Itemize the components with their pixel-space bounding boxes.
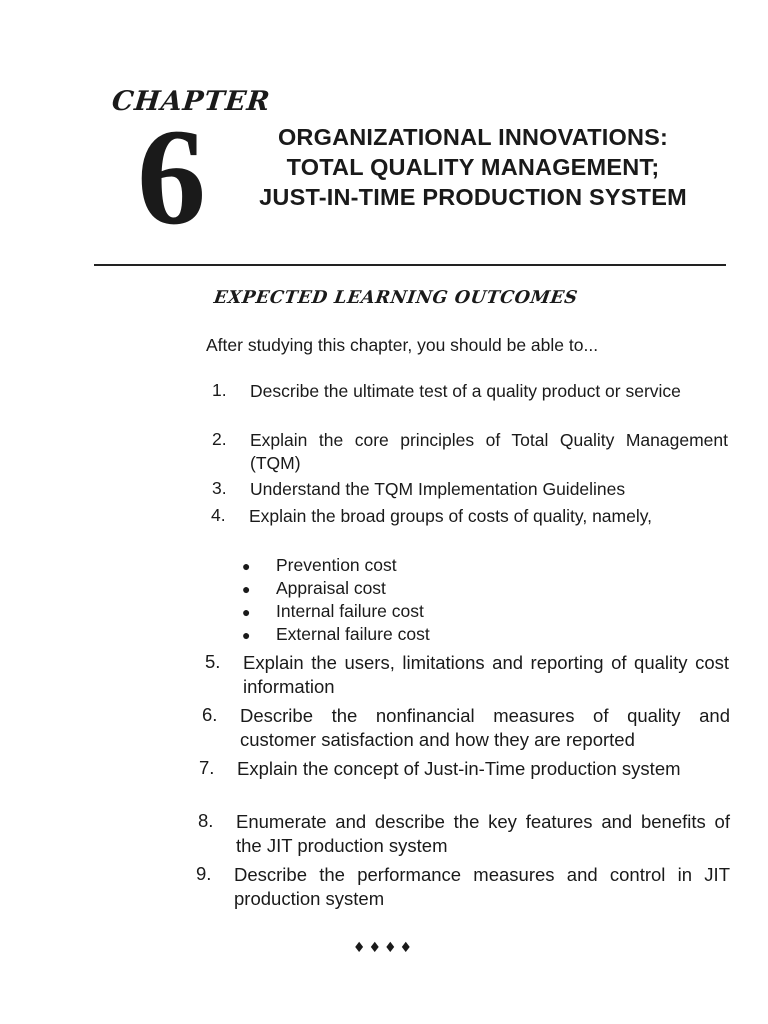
chapter-label: CHAPTER [110,86,273,117]
chapter-title-line: ORGANIZATIONAL INNOVATIONS: [277,124,669,150]
chapter-title [238,122,708,212]
chapter-title-line: TOTAL QUALITY MANAGEMENT; [286,154,660,180]
outcome-number: 8. [198,810,214,831]
outcome-item [205,651,729,699]
outcome-text: Describe the ultimate test of a quality product or service [250,381,681,401]
outcome-text: Describe the performance measures and control in JIT production system [234,864,730,909]
outcome-item [212,380,728,403]
end-ornament: ♦♦♦♦ [352,940,416,956]
divider-rule [94,264,726,266]
cost-type-item [242,623,430,646]
cost-type-item [242,600,430,623]
cost-type-item [242,554,430,577]
outcome-number: 4. [211,505,226,525]
outcome-number: 1. [212,380,227,400]
outcome-item [202,704,730,752]
cost-type-text: Appraisal cost [276,578,386,598]
bullet-icon: ● [242,604,251,620]
outcome-text: Explain the users, limitations and reporting of quality cost information [243,652,729,697]
outcome-item [198,810,730,858]
outcome-number: 5. [205,651,221,672]
bullet-icon: ● [242,627,251,643]
outcome-text: Enumerate and describe the key features and benefits of the JIT production system [236,811,730,856]
outcome-item [212,478,728,501]
outcome-text: Explain the broad groups of costs of quality, namely, [249,506,653,526]
outcome-number: 2. [212,429,227,449]
outcome-number: 7. [199,757,215,778]
outcome-text: Explain the concept of Just-in-Time production system [237,758,681,779]
chapter-number: 6 [137,100,206,253]
outcome-text: Describe the nonfinancial measures of quality and customer satisfaction and how they are reported [240,705,730,750]
outcome-text: Explain the core principles of Total Quality Management (TQM) [250,430,728,473]
outcome-number: 9. [196,863,212,884]
cost-type-text: Prevention cost [276,555,397,575]
quality-cost-sublist [242,554,430,646]
bullet-icon: ● [242,581,251,597]
bullet-icon: ● [242,558,251,574]
cost-type-text: External failure cost [276,624,430,644]
cost-type-item [242,577,430,600]
section-heading: EXPECTED LEARNING OUTCOMES [212,288,580,308]
outcome-item [196,863,730,911]
outcome-number: 3. [212,478,227,498]
cost-type-text: Internal failure cost [276,601,424,621]
outcome-text: Understand the TQM Implementation Guidelines [250,479,626,499]
intro-text: After studying this chapter, you should be able to... [206,335,599,355]
outcome-item [212,429,728,475]
outcome-number: 6. [202,704,218,725]
chapter-title-line: JUST-IN-TIME PRODUCTION SYSTEM [259,184,687,210]
outcome-item [199,757,730,781]
outcome-item [211,505,728,528]
